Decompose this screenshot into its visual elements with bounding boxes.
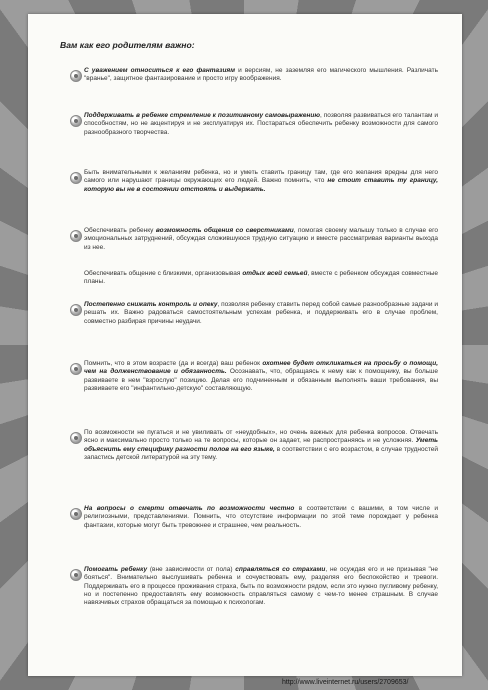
section-8 — [84, 505, 438, 530]
section-text: отдых всей семьей — [242, 270, 308, 277]
section-text: Помогать ребенку — [84, 566, 148, 573]
section-8-bullet — [70, 508, 82, 520]
section-1-bullet — [70, 115, 82, 127]
section-text: Осознавать, что, обращаясь к нему как к помощнику, вы больше развиваете в нем "взрослую" позицию. Делая его подчиненным и обязанным выполнять ваши требования, вы развиваете его "инфантильно-детскую" составляющую. — [84, 368, 438, 392]
section-text: и версиям, не заземляя его магического мышления. Различать "вранье", защитное фантазирование и просто игру воображения. — [84, 67, 439, 83]
section-text: С уважением относиться к его фантазиям — [84, 67, 236, 74]
page-heading: Вам как его родителям важно: — [60, 40, 195, 50]
section-text: (вне зависимости от пола) — [147, 566, 236, 573]
section-text: По возможности не пугаться и не увиливать от «неудобных», но очень важных для ребенка вопросов. Отвечать ясно и максимально просто только на те вопросы, которые он задает, не распространяясь и не усложняя. — [84, 429, 438, 445]
section-9-bullet — [70, 569, 82, 581]
section-3-bullet — [70, 230, 82, 242]
section-9 — [84, 566, 438, 607]
section-text: Уметь объяснить ему специфику разности полов на его языке, — [84, 437, 438, 453]
section-2-bullet — [70, 172, 82, 184]
section-0 — [84, 67, 438, 84]
section-text: Поддерживать в ребенке стремление к позитивному самовыражению — [84, 112, 321, 119]
section-text: в соответствии с вашими, в том числе и религиозными, представлениями. Помнить, что отсутствие информации по этой теме порождает у ребенка фантазии, которые могут быть тревожнее и страшнее, чем реальность. — [84, 505, 439, 529]
section-2 — [84, 169, 438, 194]
section-text: , не осуждая его и не призывая "не бояться". Внимательно выслушивать ребенка и сочувствовать ему, разделяя его беспокойство и тревоги. Поддерживать его в процессе проживания страха, быть по возможности рядом, если это нужно пугливому ребенку, но и постепенно предоставлять ему возможность справляться самому с чем-то менее страшным. В случае навязчивых страхов обращаться за помощью к психологам. — [84, 566, 439, 607]
section-text: , помогая своему малышу только в случае его эмоциональных затруднений, обсуждая сложившуюся трудную ситуацию и вместе рассматривая варианты выхода из нее. — [84, 227, 439, 251]
section-text: Обеспечивать ребенку — [84, 227, 156, 234]
section-4 — [84, 270, 438, 287]
section-text: Быть внимательными к желаниям ребенка, но и уметь ставить границу там, где его желания вредны для него самого или нарушают границы окружающих его людей. Важно помнить, что — [84, 169, 438, 185]
section-6-bullet — [70, 363, 82, 375]
section-5 — [84, 301, 438, 326]
section-text: Помнить, что в этом возрасте (да и всегда) ваш ребенок — [84, 360, 263, 367]
section-3 — [84, 227, 438, 252]
section-text: справляться со страхами — [235, 566, 326, 573]
section-text: Обеспечивать общение с близкими, организовывая — [84, 270, 243, 277]
section-7-bullet — [70, 432, 82, 444]
section-text: , позволяя ребенку ставить перед собой самые разнообразные задачи и решать их. Важно радоваться самостоятельным успехам ребенка, и поддерживать его в случае проблем, совместно разбирая причины неудачи. — [84, 301, 438, 325]
section-text: охотнее будет откликаться на просьбу о помощи, чем на долженствование и обязанность. — [84, 360, 439, 376]
section-text: , позволяя развиваться его талантам и способностям, но не акцентируя и не эксплуатируя их. Постараться обеспечить ребенку возможности для самого разнообразного творчества. — [84, 112, 438, 136]
section-6 — [84, 360, 438, 393]
section-7 — [84, 429, 438, 462]
watermark-url: http://www.liveinternet.ru/users/2709653/ — [282, 679, 409, 686]
section-5-bullet — [70, 304, 82, 316]
section-text: в соответствии с его возрастом, в случае трудностей запастись детской литературой на эту тему. — [84, 445, 438, 461]
section-1 — [84, 112, 438, 137]
section-text: возможность общения со сверстниками — [155, 227, 294, 234]
section-text: не стоит ставить ту границу, которую вы не в состоянии отстоять и выдержать. — [84, 177, 438, 193]
section-0-bullet — [70, 70, 82, 82]
section-text: Постепенно снижать контроль и опеку — [84, 301, 218, 308]
section-text: , вместе с ребенком обсуждая совместные планы. — [84, 270, 438, 286]
section-text: На вопросы о смерти отвечать по возможности честно — [84, 505, 295, 512]
